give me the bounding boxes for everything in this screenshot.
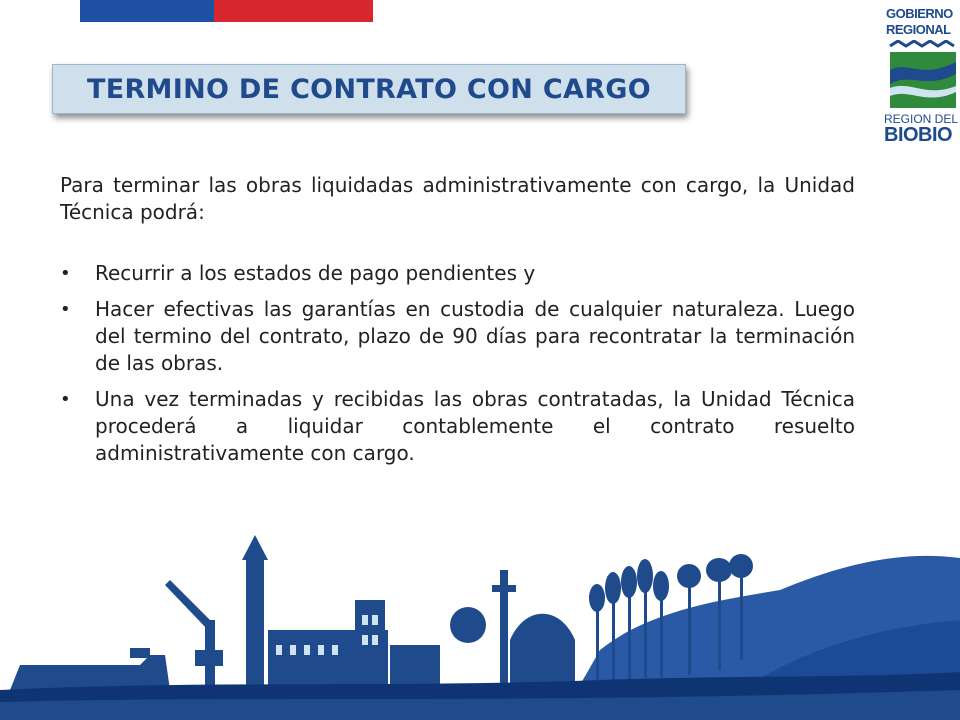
page-title: TERMINO DE CONTRATO CON CARGO — [87, 73, 651, 105]
bullet-text: Una vez terminadas y recibidas las obras contratadas, la Unidad Técnica procederá a liquidar contablemente el contrato resuelto administrativamente con cargo. — [95, 387, 855, 465]
slide-content — [60, 172, 855, 476]
bullet-icon: • — [60, 263, 71, 284]
flag-blue-segment — [80, 0, 214, 22]
bullet-item — [60, 386, 855, 467]
intro-paragraph: Para terminar las obras liquidadas administrativamente con cargo, la Unidad Técnica podrá: — [60, 173, 855, 224]
logo-text-line1: GOBIERNO — [886, 6, 953, 21]
gobierno-regional-logo — [880, 6, 960, 148]
logo-text-line4: BIOBIO — [884, 124, 953, 146]
title-banner — [52, 64, 686, 114]
city-skyline-illustration — [0, 530, 960, 720]
bullet-text: Hacer efectivas las garantías en custodia de cualquier naturaleza. Luego del termino del contrato, plazo de 90 días para recontratar la terminación de las obras. — [95, 297, 855, 375]
bullet-icon: • — [60, 299, 71, 320]
flag-red-segment — [214, 0, 373, 22]
bullet-icon: • — [60, 389, 71, 410]
logo-text-line3: REGION DEL — [884, 112, 959, 126]
logo-emblem-icon — [886, 40, 958, 110]
bullet-item — [60, 260, 855, 287]
logo-text-line2: REGIONAL — [886, 22, 951, 37]
bullet-text: Recurrir a los estados de pago pendientes y — [95, 261, 536, 285]
bullet-item — [60, 296, 855, 377]
flag-stripe — [80, 0, 373, 22]
bullet-list — [60, 260, 855, 467]
